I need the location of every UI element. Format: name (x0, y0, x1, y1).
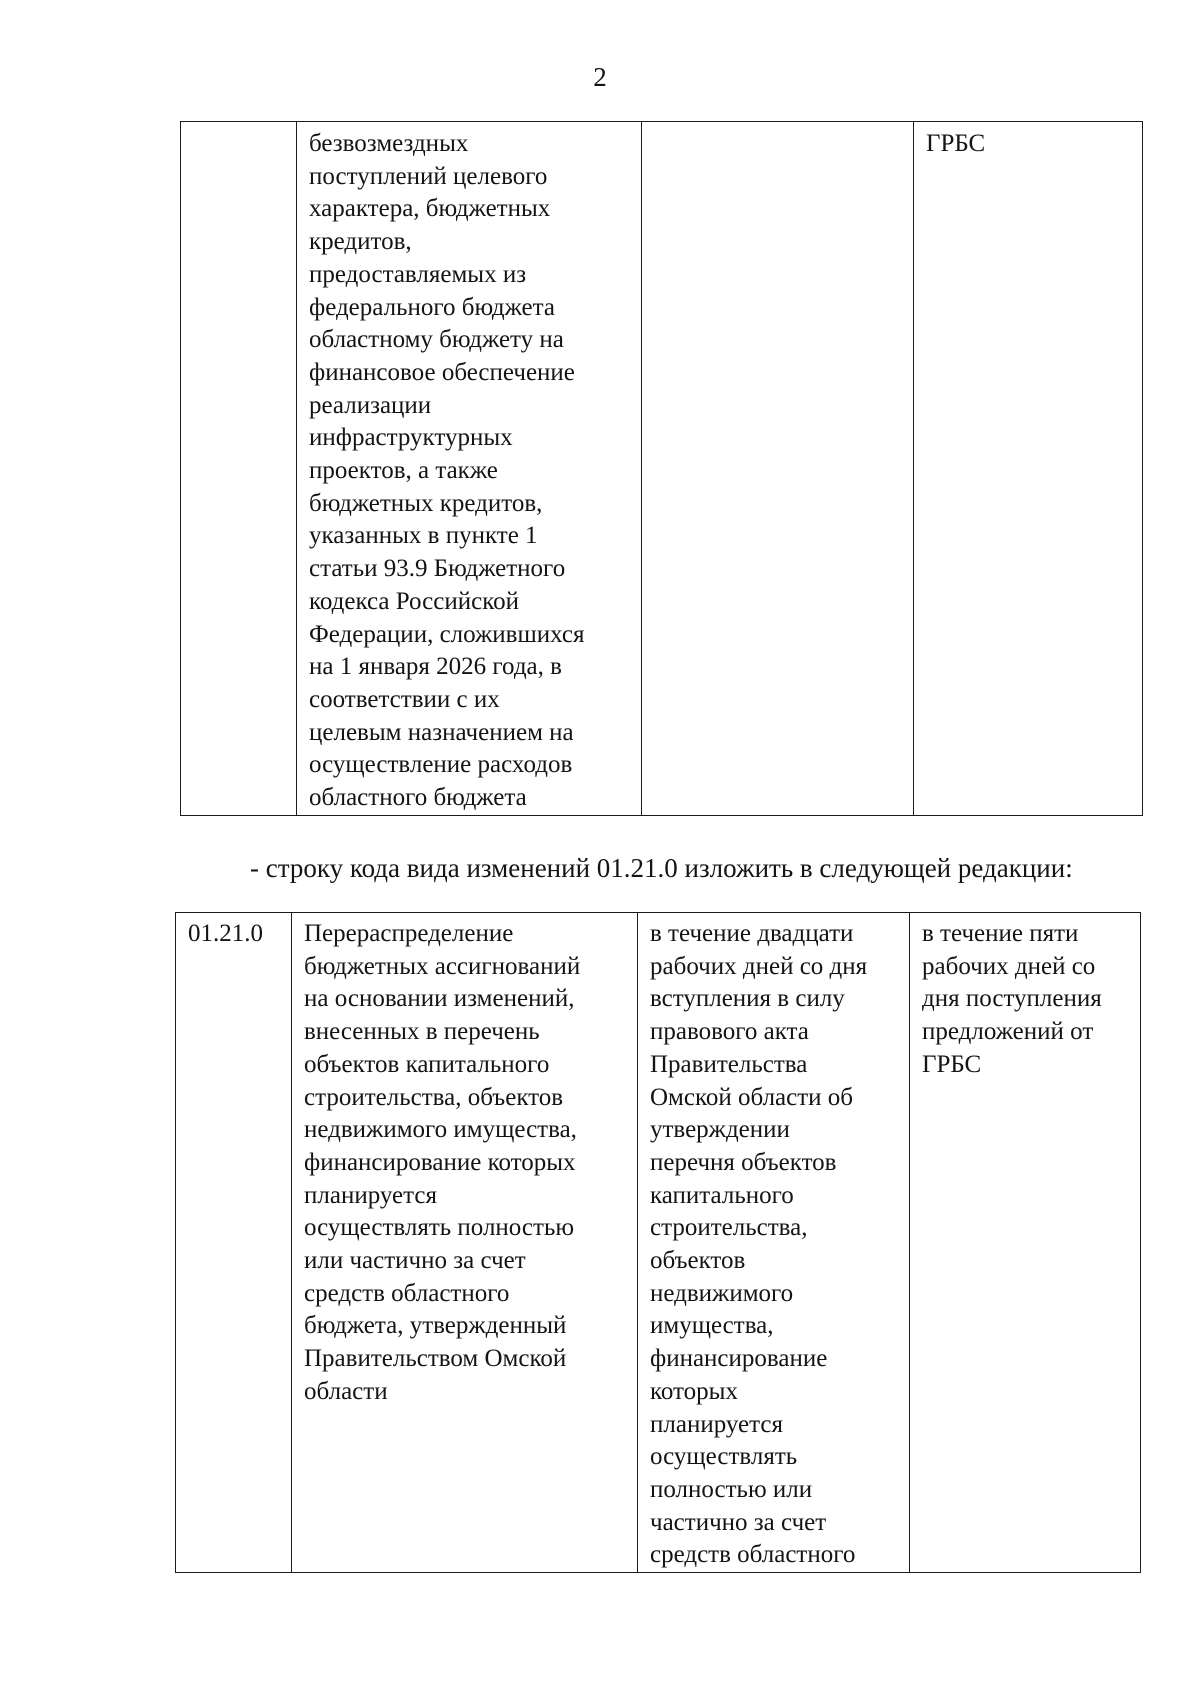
submit-deadline-cell (914, 122, 1143, 816)
cell-text-line: финансирование (650, 1345, 828, 1373)
new-edition-table (175, 912, 1141, 1573)
change-deadline-cell (642, 122, 914, 816)
cell-text-line: Перераспределение (304, 920, 514, 947)
cell-text-line: инфраструктурных (309, 424, 513, 452)
cell-text-line: внесенных в перечень (304, 1018, 540, 1046)
cell-text-line: вступления в силу (650, 985, 845, 1013)
cell-text-line: указанных в пункте 1 (309, 522, 538, 550)
cell-text-line: рабочих дней со дня (650, 952, 868, 980)
table-row (176, 913, 1141, 1573)
cell-text-line: кредитов, (309, 228, 412, 256)
cell-text-line: утверждении (650, 1116, 790, 1144)
cell-text-line: поступлений целевого (309, 162, 548, 190)
cell-text-line: планируется (650, 1410, 783, 1438)
cell-text-line: которых (650, 1377, 738, 1405)
cell-text-line: недвижимого имущества, (304, 1116, 577, 1144)
cell-text-line: бюджетных кредитов, (309, 489, 543, 517)
cell-text-line: осуществлять (650, 1443, 798, 1471)
cell-text-line: рабочих дней со (922, 952, 1096, 980)
cell-text-line: недвижимого (650, 1279, 794, 1307)
cell-text-line: финансирование которых (304, 1148, 576, 1176)
cell-text-line: в течение двадцати (650, 920, 854, 947)
cell-text-line: областного бюджета (309, 784, 527, 812)
page-number: 2 (593, 62, 607, 92)
cell-text-line: соответствии с их (309, 685, 500, 713)
cell-text-line: области (304, 1377, 388, 1405)
cell-text-line: правового акта (650, 1018, 809, 1046)
cell-text-line: капитального (650, 1181, 794, 1209)
cell-text-line: полностью или (650, 1475, 813, 1503)
cell-text-line: Правительством Омской (304, 1345, 567, 1373)
cell-text-line: предложений от (922, 1018, 1094, 1046)
cell-text-line: осуществление расходов (309, 751, 573, 779)
code-cell (176, 913, 292, 1573)
cell-text-line: ГРБС (922, 1050, 982, 1078)
instruction-text: - строку кода вида изменений 01.21.0 изложить в следующей редакции: (250, 853, 1073, 883)
cell-text-line: безвозмездных (309, 130, 469, 157)
description-cell (297, 122, 642, 816)
submit-deadline-cell (910, 913, 1141, 1573)
cell-text-line: осуществлять полностью (304, 1214, 575, 1242)
cell-text-line: на 1 января 2026 года, в (309, 653, 562, 681)
cell-text-line: характера, бюджетных (309, 195, 551, 223)
code-text: 01.21.0 (188, 920, 263, 947)
cell-text-line: статьи 93.9 Бюджетного (309, 555, 566, 583)
cell-text-line: объектов (650, 1247, 746, 1275)
cell-text-line: частично за счет (650, 1508, 827, 1536)
code-cell (181, 122, 297, 816)
cell-text-line: предоставляемых из (309, 260, 527, 288)
cell-text-line: перечня объектов (650, 1148, 837, 1176)
cell-text-line: бюджета, утвержденный (304, 1312, 567, 1340)
cell-text-line: имущества, (650, 1312, 774, 1340)
cell-text-line: Федерации, сложившихся (309, 620, 585, 648)
cell-text-line: Правительства (650, 1050, 808, 1078)
cell-text-line: планируется (304, 1181, 437, 1209)
cell-text-line: федерального бюджета (309, 293, 555, 321)
cell-text-line: или частично за счет (304, 1247, 526, 1275)
cell-text-line: в течение пяти (922, 920, 1079, 947)
cell-text-line: целевым назначением на (309, 718, 574, 746)
cell-text-line: строительства, объектов (304, 1083, 564, 1111)
description-cell (292, 913, 638, 1573)
cell-text-line: областному бюджету на (309, 326, 564, 354)
cell-text-line: бюджетных ассигнований (304, 952, 581, 980)
cell-text-line: средств областного (650, 1541, 856, 1569)
cell-text-line: Омской области об (650, 1083, 854, 1111)
table-row (181, 122, 1143, 816)
cell-text-line: дня поступления (922, 985, 1102, 1013)
cell-text-line: на основании изменений, (304, 985, 575, 1013)
cell-text-line: объектов капитального (304, 1050, 550, 1078)
cell-text-line: средств областного (304, 1279, 510, 1307)
cell-text-line: реализации (309, 391, 432, 419)
change-deadline-cell (638, 913, 910, 1573)
cell-text-line: проектов, а также (309, 457, 498, 485)
cell-text-line: кодекса Российской (309, 587, 519, 615)
cell-text-line: ГРБС (926, 130, 986, 157)
cell-text-line: финансовое обеспечение (309, 358, 575, 386)
cell-text-line: строительства, (650, 1214, 808, 1242)
continued-table (180, 121, 1143, 816)
